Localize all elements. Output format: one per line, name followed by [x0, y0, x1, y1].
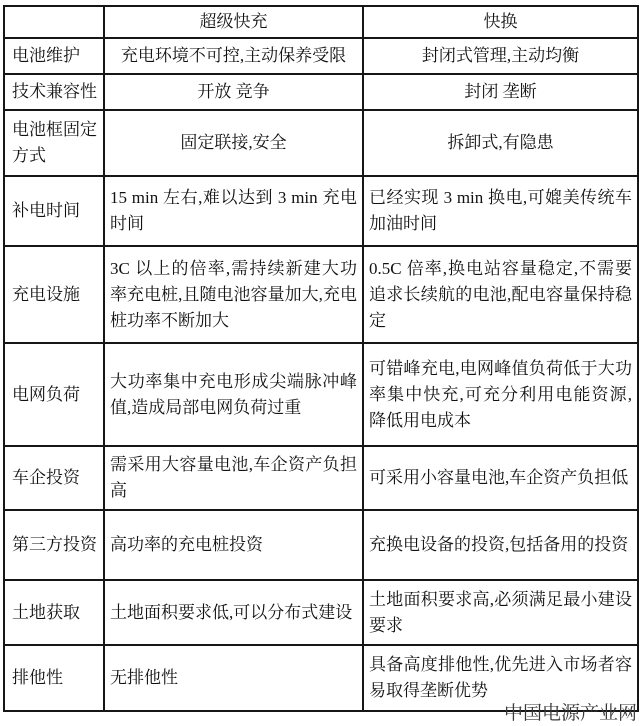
header-cell-quick-swap: 快换 — [363, 6, 638, 38]
row-label: 技术兼容性 — [4, 74, 104, 110]
row-label: 补电时间 — [4, 176, 104, 246]
site-watermark: 中国电源产业网 — [503, 703, 637, 724]
cell-swap: 已经实现 3 min 换电,可媲美传统车加油时间 — [363, 176, 638, 246]
row-label: 电池维护 — [4, 38, 104, 74]
cell-swap: 土地面积要求高,必须满足最小建设要求 — [363, 580, 638, 645]
cell-sfc: 大功率集中充电形成尖端脉冲峰值,造成局部电网负荷过重 — [104, 343, 363, 446]
cell-sfc: 无排他性 — [104, 645, 363, 711]
row-label: 电网负荷 — [4, 343, 104, 446]
cell-swap: 可采用小容量电池,车企资产负担低 — [363, 446, 638, 510]
table-row-exclusivity — [4, 645, 638, 711]
row-label: 电池框固定方式 — [4, 110, 104, 176]
row-label: 充电设施 — [4, 246, 104, 343]
cell-swap: 具备高度排他性,优先进入市场者容易取得垄断优势 — [363, 645, 638, 711]
table-row-tech-compatibility — [4, 74, 638, 110]
cell-swap: 充换电设备的投资,包括备用的投资 — [363, 510, 638, 580]
row-label: 车企投资 — [4, 446, 104, 510]
header-row — [4, 6, 638, 38]
header-cell-superfast-charging: 超级快充 — [104, 6, 363, 38]
charging-vs-swap-table — [3, 5, 639, 712]
table-row-battery-frame-fixing — [4, 110, 638, 176]
table-row-automaker-investment — [4, 446, 638, 510]
cell-swap: 可错峰充电,电网峰值负荷低于大功率集中快充,可充分利用电能资源,降低用电成本 — [363, 343, 638, 446]
row-label: 土地获取 — [4, 580, 104, 645]
cell-swap: 拆卸式,有隐患 — [363, 110, 638, 176]
table-row-battery-maintenance — [4, 38, 638, 74]
table-row-land-acquisition — [4, 580, 638, 645]
cell-sfc: 固定联接,安全 — [104, 110, 363, 176]
table-row-charging-facilities — [4, 246, 638, 343]
table-row-grid-load — [4, 343, 638, 446]
table-row-recharge-time — [4, 176, 638, 246]
cell-sfc: 3C 以上的倍率,需持续新建大功率充电桩,且随电池容量加大,充电桩功率不断加大 — [104, 246, 363, 343]
cell-sfc: 土地面积要求低,可以分布式建设 — [104, 580, 363, 645]
row-label: 排他性 — [4, 645, 104, 711]
header-cell-empty — [4, 6, 104, 38]
cell-sfc: 开放 竞争 — [104, 74, 363, 110]
cell-sfc: 高功率的充电桩投资 — [104, 510, 363, 580]
cell-swap: 封闭 垄断 — [363, 74, 638, 110]
cell-sfc: 充电环境不可控,主动保养受限 — [104, 38, 363, 74]
cell-swap: 封闭式管理,主动均衡 — [363, 38, 638, 74]
row-label: 第三方投资 — [4, 510, 104, 580]
cell-sfc: 15 min 左右,难以达到 3 min 充电时间 — [104, 176, 363, 246]
table-row-third-party-investment — [4, 510, 638, 580]
cell-sfc: 需采用大容量电池,车企资产负担高 — [104, 446, 363, 510]
cell-swap: 0.5C 倍率,换电站容量稳定,不需要追求长续航的电池,配电容量保持稳定 — [363, 246, 638, 343]
